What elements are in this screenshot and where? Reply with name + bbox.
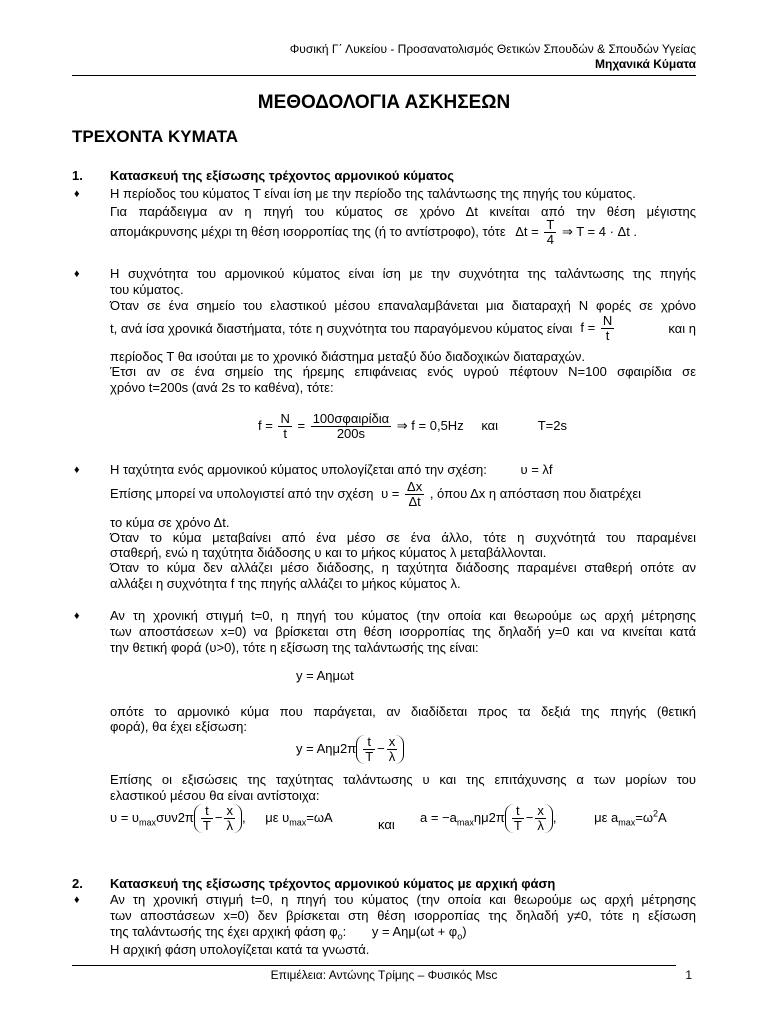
footer-rule [72,965,676,966]
acceleration-equation: $a = -a_{max}\eta\mu 2\pi$ $\frac{t}{T}$ − $\frac{x}{\lambda}$ , με $a_{max}=\omega^2A$ [420,803,667,833]
bullet-icon: ♦ [74,188,80,200]
section-2-number: 2. [72,876,83,891]
header-rule [72,75,696,76]
s1-b4-line5: φορά), θα έχει εξίσωση: [110,719,247,734]
phase-equation: $y = A\eta\mu(\omega t + \varphi_o)$ [371,924,467,942]
s1-b4-line3: την θετική φορά (υ>0), τότε η εξίσωση της ταλάντωσής της είναι: [110,640,479,655]
s2-line3: της ταλάντωσής της έχει αρχική φάση $\varphi_o$: $y = A\eta\mu(\omega t + \varphi_o)$ [110,924,467,942]
s1-b2-line4: t, ανά ίσα χρονικά διαστήματα, τότε η συχνότητα του παραγόμενου κύματος είναι f = $\frac{N}{t}$ και η [110,313,696,343]
section-1-number: 1. [72,168,83,183]
s1-b1-line2: Για παράδειγμα αν η πηγή του κύματος σε χρόνο Δt κινείται από την θέση μέγιστης [110,204,696,219]
s1-b4-line7: ελαστικού μέσου θα είναι αντίστοιχα: [110,788,320,803]
s1-b2-line3: Όταν σε ένα σημείο του ελαστικού μέσου επαναλαμβάνεται μια διαταραχή Ν φορές σε χρόνο [110,298,696,313]
s1-b3-line1: Η ταχύτητα ενός αρμονικού κύματος υπολογίζεται από την σχέση: υ = λf [110,462,553,477]
footer-author: Επιμέλεια: Αντώνης Τρίμης – Φυσικός Msc [270,968,498,982]
velocity-formula: υ = $\frac{\Delta x}{\Delta t}$ [381,479,423,509]
bullet-icon: ♦ [74,610,80,622]
s1-b4-line4: οπότε το αρμονικό κύμα που παράγεται, αν διαδίδεται προς τα δεξιά της πηγής (θετική [110,704,696,719]
s1-b2-line1: Η συχνότητα του αρμονικού κύματος είναι ίση με την συχνότητα της ταλάντωσης της πηγής [110,266,696,281]
s1-b1-line3: απομάκρυνσης μέχρι τη θέση ισορροπίας της (ή το αντίστροφο), τότε Δt = $\frac{T}{4}$ ⇒ T = 4 · Δt . [110,217,638,247]
s1-b4-line6: Επίσης οι εξισώσεις της ταχύτητας ταλάντωσης υ και της επιτάχυνσης α των μορίων του [110,772,696,787]
section-1-heading: Κατασκευή της εξίσωσης τρέχοντος αρμονικού κύματος [110,168,454,183]
page-number: 1 [685,968,692,982]
s2-line4: Η αρχική φάση υπολογίζεται κατά τα γνωστά. [110,942,370,957]
bullet-icon: ♦ [74,894,80,906]
bullet-icon: ♦ [74,268,80,280]
s1-b2-line5: περίοδος Τ θα ισούται με το χρονικό διάστημα μεταξύ δύο διαδοχικών διαταραχών. [110,349,585,364]
s1-b3-line2: Επίσης μπορεί να υπολογιστεί από την σχέση υ = $\frac{\Delta x}{\Delta t}$ , όπου Δx η απόσταση που διατρέχει [110,479,642,509]
page-title: ΜΕΘΟΔΟΛΟΓΙΑ ΑΣΚΗΣΕΩΝ [257,92,511,113]
s1-b3-line7: αλλάξει η συχνότητα f της πηγής αλλάζει το μήκος κύματος λ. [110,576,461,591]
s1-b3-line3: το κύμα σε χρόνο Δt. [110,515,230,530]
s1-b2-line2: του κύματος. [110,282,184,297]
period-formula: Δt = $\frac{T}{4}$ ⇒ T = 4 · Δt . [515,217,638,247]
s1-b2-line6: Έτσι αν σε ένα σημείο της ήρεμης επιφάνειας ενός υγρού πέφτουν Ν=100 σφαιρίδια σε [110,364,696,379]
s1-b3-line5: σταθερή, ενώ η ταχύτητα διάδοσης υ και το μήκος κύματος λ μεταβάλλονται. [110,545,547,560]
frequency-formula: f = $\frac{N}{t}$ [580,313,613,343]
oscillation-equation: y = Aημωt [296,668,354,683]
s2-line1: Αν τη χρονική στιγμή t=0, η πηγή του κύματος (την οποία και θεωρούμε ως αρχή μέτρησης [110,892,696,907]
and-word: και [378,817,395,832]
s1-b4-line1: Αν τη χρονική στιγμή t=0, η πηγή του κύματος (την οποία και θεωρούμε ως αρχή μέτρησης [110,608,696,623]
velocity-equation: $\upsilon = \upsilon_{max}\sigma\upsilon\nu 2\pi$ $\frac{t}{T}$ − $\frac{x}{\lambda}$ , με $\upsilon_{max}=\omega A$ [110,803,333,833]
page-subtitle: ΤΡΕΧΟΝΤΑ ΚΥΜΑΤΑ [72,127,239,146]
wave-equation: y = Aημ2π $\frac{t}{T}$ − $\frac{x}{\lambda}$ [296,735,404,764]
frequency-example: f = $\frac{N}{t}$ = $\frac{\text{100σφαιρίδια}}{200s}$ ⇒ f = 0,5Hz και T=2s [258,411,567,441]
s2-line2: των αποστάσεων x=0) δεν βρίσκεται στη θέση ισορροπίας της δηλαδή y≠0, τότε η εξίσωση [110,908,696,923]
s1-b4-line2: των αποστάσεων x=0) να βρίσκεται στη θέση ισορροπίας της δηλαδή y=0 και να κινείται κατά [110,624,696,639]
s1-b2-line7: χρόνο t=200s (ανά 2s το καθένα), τότε: [110,380,334,395]
header-course: Φυσική Γ΄ Λυκείου - Προσανατολισμός Θετικών Σπουδών & Σπουδών Υγείας [289,42,696,56]
s1-b3-line4: Όταν το κύμα μεταβαίνει από ένα μέσο σε ένα άλλο, τότε η συχνότητά του παραμένει [110,530,696,545]
s1-b1-line1: Η περίοδος του κύματος Τ είναι ίση με την περίοδο της ταλάντωσης της πηγής του κύματος. [110,186,636,201]
section-2-heading: Κατασκευή της εξίσωσης τρέχοντος αρμονικού κύματος με αρχική φάση [110,876,556,891]
header-chapter: Μηχανικά Κύματα [595,57,696,71]
bullet-icon: ♦ [74,464,80,476]
s1-b3-line6: Όταν το κύμα δεν αλλάζει μέσο διάδοσης, η ταχύτητα διάδοσης παραμένει σταθερή οπότε αν [110,560,696,575]
